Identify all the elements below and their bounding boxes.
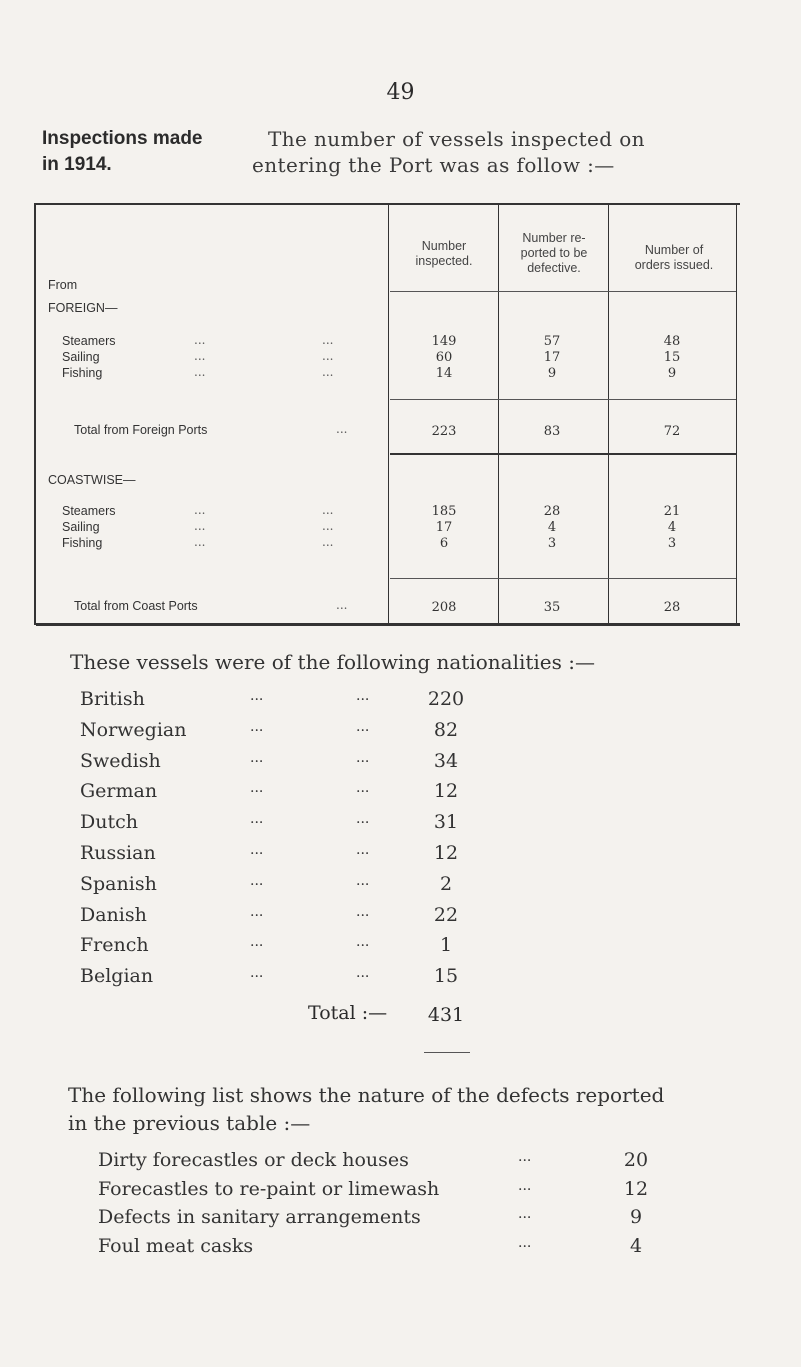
nationality-name: Belgian	[80, 965, 154, 988]
defect-value: 12	[623, 1177, 649, 1200]
heading-line1: The number of vessels inspected on	[268, 127, 645, 151]
nationality-row	[80, 873, 540, 902]
dots: ...	[322, 535, 334, 549]
foreign-total-defective: 83	[543, 424, 561, 439]
header-defective: Number re- ported to be defective.	[520, 231, 588, 275]
dots: ...	[518, 1206, 532, 1222]
coast-total-inspected: 208	[431, 600, 457, 615]
coastwise-section: COASTWISE—	[48, 473, 136, 487]
coast-total-orders: 28	[663, 600, 681, 615]
dots: ...	[250, 688, 264, 704]
dots: ...	[356, 811, 370, 828]
foreign-defective: 17	[543, 350, 561, 365]
nationality-value: 31	[433, 811, 459, 834]
defect-label: Dirty forecastles or deck houses	[98, 1149, 409, 1171]
defects-intro-line2: in the previous table :—	[68, 1111, 311, 1135]
foreign-inspected: 60	[435, 350, 453, 365]
nationality-name: Spanish	[80, 872, 157, 895]
nationality-name: Danish	[80, 903, 147, 926]
foreign-row-label: Steamers	[62, 334, 116, 348]
dots: ...	[194, 503, 206, 517]
nationality-value: 1	[439, 934, 453, 957]
dots: ...	[322, 519, 334, 533]
nationality-value: 12	[433, 780, 459, 803]
dots: ...	[250, 749, 264, 766]
nationality-row	[80, 842, 540, 871]
defects-intro-line1: The following list shows the nature of the defects reported	[68, 1083, 665, 1107]
from-label: From	[48, 278, 78, 292]
sidenote-line2: in 1914.	[42, 154, 112, 175]
nationality-row	[80, 811, 540, 840]
nationality-row	[80, 750, 540, 779]
nationality-name: British	[80, 688, 145, 710]
page-number: 49	[386, 80, 415, 105]
dots: ...	[356, 718, 370, 735]
nationality-value: 2	[439, 872, 453, 895]
coast-orders: 3	[667, 536, 677, 551]
defect-row	[98, 1149, 698, 1177]
defect-value: 20	[623, 1149, 649, 1171]
nationality-value: 22	[433, 903, 459, 926]
sidenote	[42, 126, 242, 178]
dots: ...	[322, 365, 334, 379]
nationality-value: 12	[433, 842, 459, 864]
dots: ...	[518, 1234, 532, 1251]
coast-inspected: 6	[439, 536, 449, 551]
foreign-row-label: Fishing	[62, 366, 103, 380]
dots: ...	[250, 718, 264, 735]
nationality-row	[80, 688, 540, 717]
nationality-value: 34	[433, 749, 459, 772]
nationality-value: 82	[433, 718, 459, 741]
dots: ...	[356, 872, 370, 889]
dots: ...	[322, 503, 334, 517]
dots: ...	[250, 811, 264, 828]
sidenote-line1: Inspections made	[42, 128, 203, 149]
dots: ...	[336, 598, 348, 612]
nationality-row	[80, 904, 540, 933]
inspection-table	[34, 203, 740, 625]
foreign-orders: 9	[667, 366, 677, 381]
coast-total-defective: 35	[543, 600, 561, 615]
total-rule	[424, 1052, 470, 1053]
header-orders: Number of orders issued.	[634, 243, 714, 272]
dots: ...	[194, 333, 206, 347]
coast-row-label: Sailing	[62, 520, 100, 534]
coast-total-label: Total from Coast Ports	[74, 599, 198, 613]
section-heading	[252, 126, 738, 178]
dots: ...	[518, 1149, 532, 1165]
dots: ...	[250, 965, 264, 982]
foreign-defective: 9	[547, 366, 557, 381]
dots: ...	[322, 349, 334, 363]
nationality-row	[80, 965, 540, 994]
nationality-name: Swedish	[80, 749, 161, 772]
dots: ...	[356, 934, 370, 951]
coast-inspected: 17	[435, 520, 453, 535]
defect-row	[98, 1206, 698, 1234]
dots: ...	[336, 422, 348, 436]
coast-inspected: 185	[431, 504, 457, 519]
defect-label: Forecastles to re-paint or limewash	[98, 1177, 440, 1200]
nationality-row	[80, 780, 540, 809]
dots: ...	[356, 749, 370, 766]
coast-orders: 21	[663, 504, 681, 519]
coast-defective: 3	[547, 536, 557, 551]
nationality-name: Norwegian	[80, 718, 187, 741]
coast-defective: 28	[543, 504, 561, 519]
foreign-total-orders: 72	[663, 424, 681, 439]
nationality-name: German	[80, 780, 158, 803]
foreign-section: FOREIGN—	[48, 301, 118, 315]
nationalities-total-label: Total :—	[308, 1002, 388, 1024]
dots: ...	[250, 903, 264, 920]
defect-label: Foul meat casks	[98, 1234, 254, 1257]
foreign-orders: 15	[663, 350, 681, 365]
nationality-name: French	[80, 934, 149, 957]
heading-line2: entering the Port was as follow :—	[252, 153, 615, 177]
foreign-defective: 57	[543, 334, 561, 349]
foreign-inspected: 149	[431, 334, 457, 349]
coast-defective: 4	[547, 520, 557, 535]
dots: ...	[250, 780, 264, 797]
nationality-name: Dutch	[80, 811, 138, 834]
dots: ...	[322, 333, 334, 347]
nationality-value: 220	[427, 688, 465, 710]
defect-value: 4	[629, 1234, 643, 1257]
dots: ...	[356, 903, 370, 920]
defects-intro	[68, 1081, 768, 1137]
dots: ...	[194, 535, 206, 549]
header-inspected: Number inspected.	[415, 239, 473, 268]
dots: ...	[194, 365, 206, 379]
dots: ...	[356, 688, 370, 704]
defect-value: 9	[629, 1206, 643, 1228]
dots: ...	[250, 934, 264, 951]
coast-orders: 4	[667, 520, 677, 535]
nationalities-total-value: 431	[427, 1004, 465, 1026]
dots: ...	[356, 965, 370, 982]
nationality-row	[80, 719, 540, 748]
foreign-orders: 48	[663, 334, 681, 349]
coast-row-label: Fishing	[62, 536, 103, 550]
nationality-row	[80, 934, 540, 963]
foreign-total-inspected: 223	[431, 424, 457, 439]
dots: ...	[250, 872, 264, 889]
dots: ...	[250, 842, 264, 858]
foreign-total-label: Total from Foreign Ports	[74, 423, 208, 437]
nationality-name: Russian	[80, 842, 156, 864]
nationality-value: 15	[433, 965, 459, 988]
defect-row	[98, 1235, 698, 1263]
foreign-row-label: Sailing	[62, 350, 100, 364]
defect-label: Defects in sanitary arrangements	[98, 1206, 421, 1228]
dots: ...	[518, 1177, 532, 1194]
coast-row-label: Steamers	[62, 504, 116, 518]
nationalities-intro: These vessels were of the following nationalities :—	[70, 650, 595, 674]
dots: ...	[356, 842, 370, 858]
dots: ...	[194, 349, 206, 363]
dots: ...	[194, 519, 206, 533]
dots: ...	[356, 780, 370, 797]
defect-row	[98, 1178, 698, 1206]
foreign-inspected: 14	[435, 366, 453, 381]
